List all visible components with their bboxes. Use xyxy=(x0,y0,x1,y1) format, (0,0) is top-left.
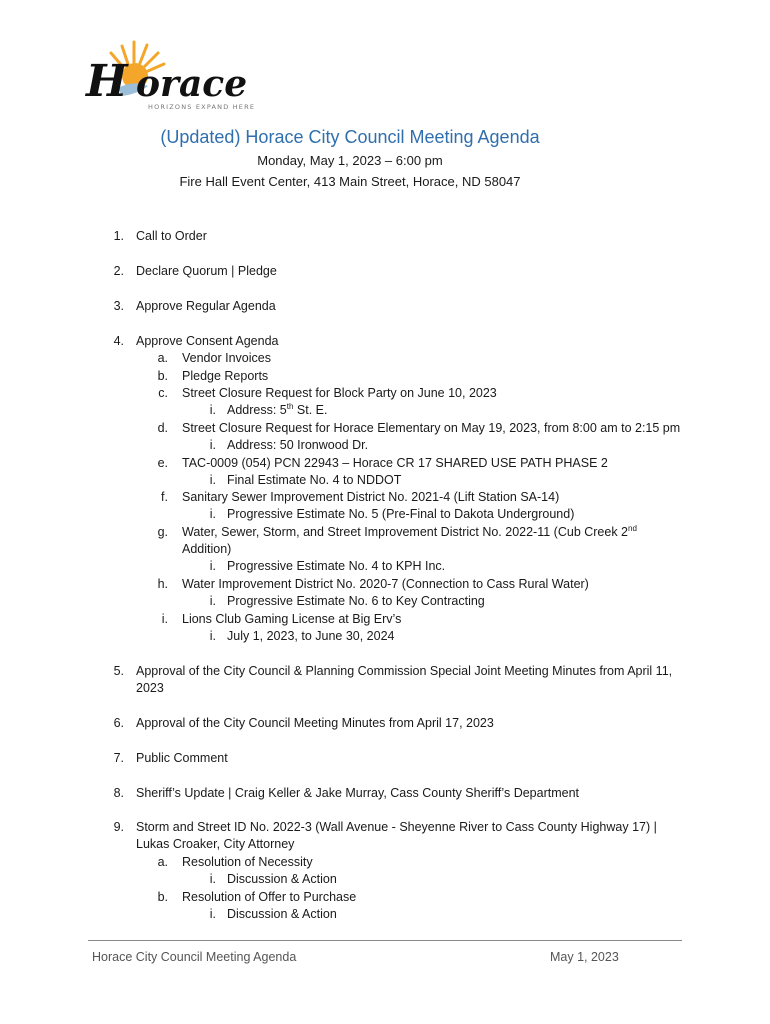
subsubitem-text: Progressive Estimate No. 5 (Pre-Final to Dakota Underground) xyxy=(227,507,575,521)
subitem-text: Street Closure Request for Horace Elementary on May 19, 2023, from 8:00 am to 2:15 pm xyxy=(182,421,681,435)
footer-document-title: Horace City Council Meeting Agenda xyxy=(92,950,297,964)
subsubitem-numeral: i. xyxy=(209,438,216,452)
svg-text:orace: orace xyxy=(136,63,248,105)
subsubitem-numeral: i. xyxy=(209,559,216,573)
subsubitem-numeral: i. xyxy=(209,403,216,417)
subitem-text: Street Closure Request for Block Party on June 10, 2023 xyxy=(182,386,497,400)
subsubitem-text: Address: 50 Ironwood Dr. xyxy=(227,438,369,452)
agenda-item-text: Declare Quorum | Pledge xyxy=(136,264,277,278)
subitem-letter: b. xyxy=(157,890,168,904)
agenda-item-text-continued: 2023 xyxy=(136,681,164,695)
subitem-letter: g. xyxy=(157,525,168,539)
subsubitem-text: Progressive Estimate No. 6 to Key Contracting xyxy=(227,594,485,608)
subitem-letter: e. xyxy=(157,456,168,470)
subsubitem-text: Discussion & Action xyxy=(227,907,337,921)
subitem-text-continued: Addition) xyxy=(182,542,232,556)
subitem-text: TAC-0009 (054) PCN 22943 – Horace CR 17 SHARED USE PATH PHASE 2 xyxy=(182,456,608,470)
subitem-letter: f. xyxy=(161,490,168,504)
item-number: 7. xyxy=(113,751,124,765)
svg-text:H: H xyxy=(86,56,128,107)
subitem-letter: c. xyxy=(158,386,168,400)
subsubitem-numeral: i. xyxy=(209,507,216,521)
svg-text:HORIZONS EXPAND HERE: HORIZONS EXPAND HERE xyxy=(148,103,256,111)
horace-logo xyxy=(78,36,258,126)
subitem-letter: a. xyxy=(157,855,168,869)
subsubitem-numeral: i. xyxy=(209,872,216,886)
item-number: 8. xyxy=(113,786,124,800)
item-number: 1. xyxy=(113,229,124,243)
subsubitem-numeral: i. xyxy=(209,473,216,487)
agenda-item-text-continued: Lukas Croaker, City Attorney xyxy=(136,837,295,851)
meeting-datetime: Monday, May 1, 2023 – 6:00 pm xyxy=(257,153,443,168)
item-number: 2. xyxy=(113,264,124,278)
subsubitem-text: Final Estimate No. 4 to NDDOT xyxy=(227,473,402,487)
footer-date: May 1, 2023 xyxy=(550,950,619,964)
subitem-letter: a. xyxy=(157,351,168,365)
agenda-item-text: Approve Regular Agenda xyxy=(136,299,276,313)
subsubitem-text: Address: 5th St. E. xyxy=(227,401,328,417)
item-number: 3. xyxy=(113,299,124,313)
agenda-item-text: Approval of the City Council Meeting Minutes from April 17, 2023 xyxy=(136,716,494,730)
item-number: 6. xyxy=(113,716,124,730)
subitem-text: Vendor Invoices xyxy=(182,351,271,365)
item-number: 5. xyxy=(113,664,124,678)
item-number: 9. xyxy=(113,820,124,834)
subsubitem-numeral: i. xyxy=(209,907,216,921)
agenda-item-text: Approval of the City Council & Planning Commission Special Joint Meeting Minutes from April 11, xyxy=(136,664,673,678)
subsubitem-numeral: i. xyxy=(209,629,216,643)
subitem-text: Sanitary Sewer Improvement District No. 2021-4 (Lift Station SA-14) xyxy=(182,490,560,504)
subsubitem-text: Progressive Estimate No. 4 to KPH Inc. xyxy=(227,559,446,573)
subitem-letter: h. xyxy=(157,577,168,591)
agenda-item-text: Sheriff’s Update | Craig Keller & Jake Murray, Cass County Sheriff’s Department xyxy=(136,786,580,800)
agenda-item-text: Storm and Street ID No. 2022-3 (Wall Avenue - Sheyenne River to Cass County Highway 17) | xyxy=(136,820,657,834)
agenda-item-text: Call to Order xyxy=(136,229,207,243)
item-number: 4. xyxy=(113,334,124,348)
subsubitem-numeral: i. xyxy=(209,594,216,608)
subitem-text: Resolution of Offer to Purchase xyxy=(182,890,357,904)
subitem-text: Lions Club Gaming License at Big Erv’s xyxy=(182,612,402,626)
subitem-text: Water Improvement District No. 2020-7 (Connection to Cass Rural Water) xyxy=(182,577,589,591)
subitem-text: Resolution of Necessity xyxy=(182,855,313,869)
footer-divider xyxy=(88,940,682,941)
subsubitem-text: Discussion & Action xyxy=(227,872,337,886)
subitem-text: Water, Sewer, Storm, and Street Improvement District No. 2022-11 (Cub Creek 2nd xyxy=(182,523,637,539)
subitem-letter: d. xyxy=(157,421,168,435)
subsubitem-text: July 1, 2023, to June 30, 2024 xyxy=(227,629,395,643)
agenda-item-text: Public Comment xyxy=(136,751,228,765)
meeting-location: Fire Hall Event Center, 413 Main Street, Horace, ND 58047 xyxy=(179,174,521,189)
sun-icon xyxy=(78,36,258,126)
subitem-letter: b. xyxy=(157,369,168,383)
page-title: (Updated) Horace City Council Meeting Agenda xyxy=(160,127,540,147)
subitem-text: Pledge Reports xyxy=(182,369,269,383)
subitem-letter: i. xyxy=(161,612,168,626)
agenda-item-text: Approve Consent Agenda xyxy=(136,334,279,348)
